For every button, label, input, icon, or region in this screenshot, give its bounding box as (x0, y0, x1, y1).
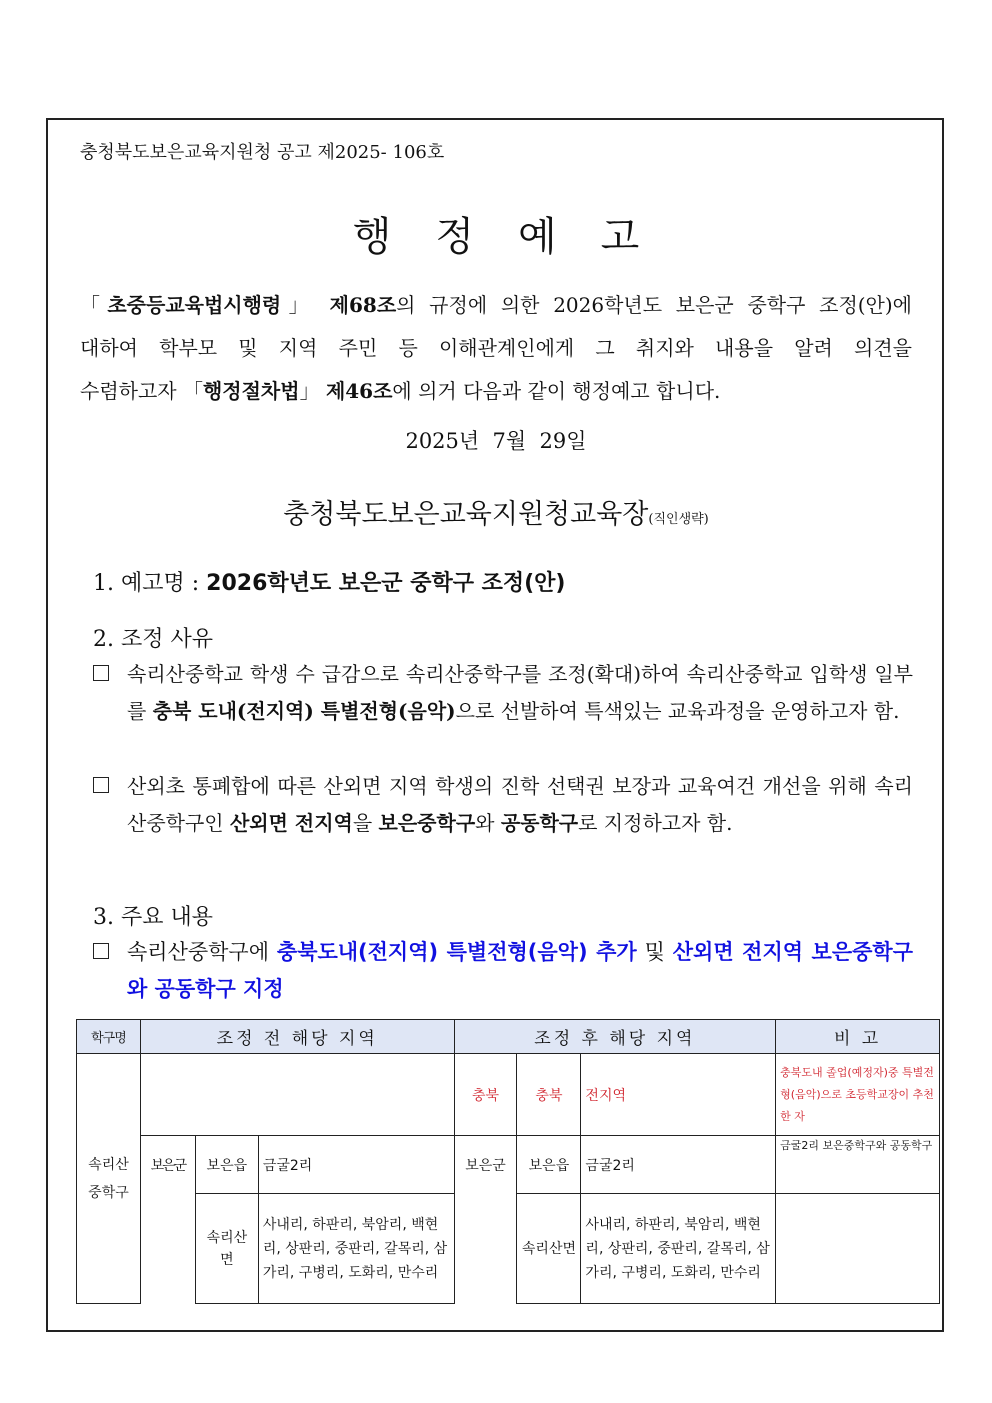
section-3-item-1: 속리산중학구에 충북도내(전지역) 특별전형(음악) 추가 및 산외면 전지역 보은중학구와 공동학구 지정 (93, 934, 913, 1008)
table-row (77, 1194, 940, 1304)
section-2-heading: 2. 조정 사유 (93, 627, 213, 652)
header-before: 조정 전 해당 지역 (140, 1020, 454, 1054)
notice-date: 2025년 7월 29일 (405, 429, 587, 453)
note-empty (776, 1194, 940, 1304)
section-2-item-1: 속리산중학교 학생 수 급감으로 속리산중학구를 조정(확대)하여 속리산중학교 입학생 일부를 충북 도내(전지역) 특별전형(음악)으로 선발하여 특색있는 교육과정을 운영하고자 함. (93, 656, 913, 730)
school-district-name: 속리산 중학구 (77, 1054, 141, 1304)
before-county: 보은군 (140, 1136, 195, 1194)
checkbox-square-icon (93, 665, 109, 681)
header-after: 조정 후 해당 지역 (454, 1020, 776, 1054)
checkbox-square-icon (93, 777, 109, 793)
after-area: 전지역 (581, 1054, 776, 1136)
table-row (77, 1054, 940, 1136)
header-note: 비 고 (776, 1020, 940, 1054)
issuer (0, 492, 992, 531)
note-joint-district: 금굴2리 보은중학구와 공동학구 (776, 1136, 940, 1194)
issuer-seal: (직인생략) (648, 512, 709, 527)
section-1-heading: 1. 예고명 : 2026학년도 보은군 중학구 조정(안) (93, 571, 566, 596)
checkbox-square-icon (93, 943, 109, 959)
before-villages: 사내리, 하판리, 북암리, 백현리, 상판리, 중판리, 갈목리, 삼가리, 구병리, 도화리, 만수리 (258, 1194, 454, 1304)
district-table (76, 1019, 940, 1304)
after-county-cont (454, 1194, 517, 1304)
before-area: 금굴2리 (258, 1136, 454, 1194)
intro-line-1: 「초중등교육법시행령」 제68조의 규정에 의한 2026학년도 보은군 중학구 조정(안)에 (80, 293, 913, 317)
document-title: 행정예고 (352, 214, 684, 260)
before-town: 보은읍 (195, 1136, 258, 1194)
intro-line-2: 대하여 학부모 및 지역 주민 등 이해관계인에게 그 취지와 내용을 알려 의견을 (80, 336, 912, 360)
after-township: 속리산면 (517, 1194, 581, 1304)
after-county: 보은군 (454, 1136, 517, 1194)
issuer-name: 충청북도보은교육지원청교육장 (283, 499, 649, 530)
after-town: 보은읍 (517, 1136, 581, 1194)
intro-paragraph (80, 284, 912, 413)
notice-name: 2026학년도 보은군 중학구 조정(안) (206, 571, 566, 596)
note-special-admission: 충북도내 졸업(예정자)중 특별전형(음악)으로 초등학교장이 추천한 자 (776, 1054, 940, 1136)
section-3-heading: 3. 주요 내용 (93, 905, 213, 930)
table-header-row (77, 1020, 940, 1054)
before-township: 속리산면 (195, 1194, 258, 1304)
after-province: 충북 (454, 1054, 517, 1136)
section-2-item-2: 산외초 통폐합에 따른 산외면 지역 학생의 진학 선택권 보장과 교육여건 개선을 위해 속리산중학구인 산외면 전지역을 보은중학구와 공동학구로 지정하고자 함. (93, 768, 913, 842)
before-county-cont (140, 1194, 195, 1304)
after-villages: 사내리, 하판리, 북암리, 백현리, 상판리, 중판리, 갈목리, 삼가리, 구병리, 도화리, 만수리 (581, 1194, 776, 1304)
header-school-district: 학구명 (77, 1020, 141, 1054)
table-row (77, 1136, 940, 1194)
intro-line-3: 수렴하고자 「행정절차법」 제46조에 의거 다음과 같이 행정예고 합니다. (80, 379, 721, 403)
notice-number: 충청북도보은교육지원청 공고 제2025- 106호 (80, 142, 445, 163)
after-province-2: 충북 (517, 1054, 581, 1136)
before-empty-cell (140, 1054, 454, 1136)
after-area-2: 금굴2리 (581, 1136, 776, 1194)
